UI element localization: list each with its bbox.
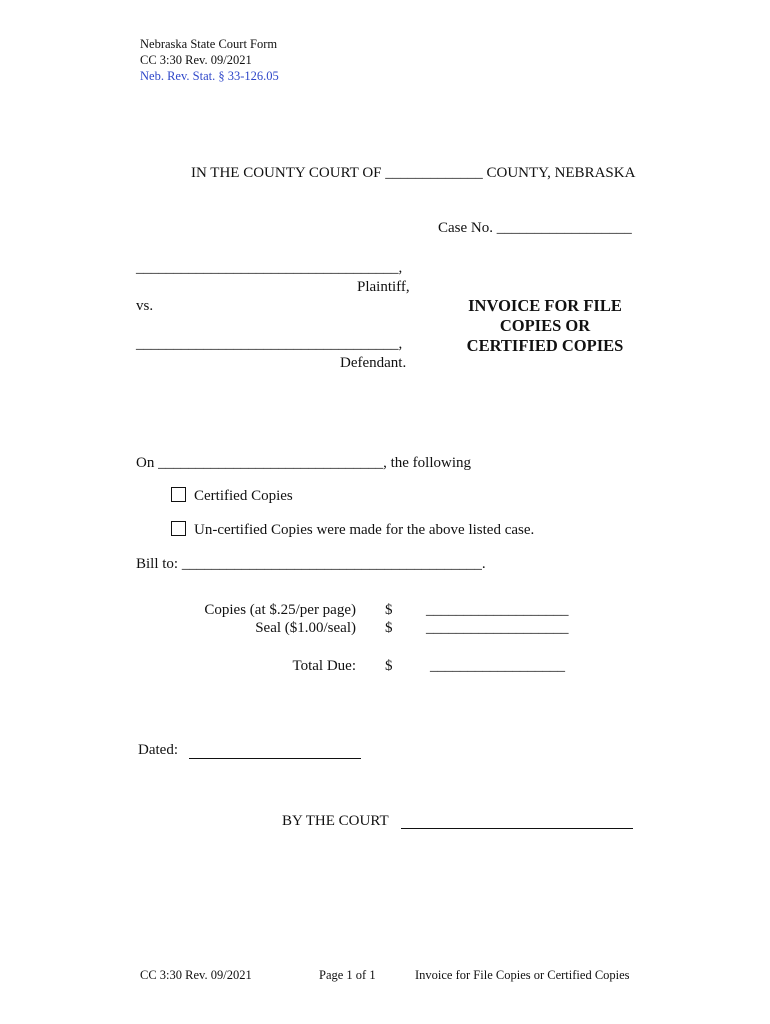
on-date-field[interactable]: ______________________________ (158, 455, 384, 471)
on-label: On (136, 455, 155, 471)
form-code: CC 3:30 Rev. 09/2021 (140, 53, 252, 67)
total-due-label: Total Due: (292, 658, 356, 674)
bill-to-line (136, 556, 486, 573)
uncertified-copies-checkbox[interactable] (171, 521, 186, 536)
case-no-label: Case No. (438, 220, 493, 236)
document-title (440, 296, 650, 356)
bill-to-field[interactable]: ________________________________________. (181, 556, 486, 572)
by-the-court-label: BY THE COURT (282, 813, 389, 829)
defendant-field[interactable]: ___________________________________, (136, 336, 403, 352)
title-line-3: CERTIFIED COPIES (466, 336, 624, 355)
title-line-2: COPIES OR (499, 316, 591, 335)
court-line-end: COUNTY, NEBRASKA (486, 165, 636, 181)
copies-currency: $ (385, 602, 393, 618)
dated-signature-line[interactable] (189, 758, 361, 759)
dated-label: Dated: (138, 742, 178, 758)
court-line-start: IN THE COUNTY COURT OF (191, 165, 382, 181)
case-no-field[interactable]: __________________ (496, 220, 632, 236)
court-caption (191, 165, 635, 182)
copies-amount-field[interactable]: ___________________ (426, 602, 569, 618)
court-signature-line[interactable] (401, 828, 633, 829)
on-date-line (136, 455, 471, 472)
seal-label: Seal ($1.00/seal) (255, 620, 356, 636)
statute-link[interactable]: Neb. Rev. Stat. § 33-126.05 (140, 69, 279, 83)
form-name: Nebraska State Court Form (140, 37, 278, 51)
total-currency: $ (385, 658, 393, 674)
title-line-1: INVOICE FOR FILE (468, 296, 622, 315)
footer-form-code: CC 3:30 Rev. 09/2021 (140, 968, 252, 982)
plaintiff-field[interactable]: ___________________________________, (136, 260, 403, 276)
certified-copies-label: Certified Copies (194, 488, 293, 504)
copies-label: Copies (at $.25/per page) (204, 602, 356, 618)
county-field[interactable]: _____________ (385, 165, 483, 181)
plaintiff-label: Plaintiff, (357, 279, 410, 295)
vs-label: vs. (136, 298, 154, 314)
total-amount-field[interactable]: __________________ (430, 658, 565, 674)
case-number (438, 220, 632, 237)
certified-copies-checkbox[interactable] (171, 487, 186, 502)
footer-title: Invoice for File Copies or Certified Copies (415, 968, 630, 982)
uncertified-copies-label: Un-certified Copies were made for the above listed case. (194, 522, 535, 538)
bill-to-label: Bill to: (136, 556, 179, 572)
defendant-label: Defendant. (340, 355, 407, 371)
seal-amount-field[interactable]: ___________________ (426, 620, 569, 636)
seal-currency: $ (385, 620, 393, 636)
on-following-text: , the following (383, 455, 471, 471)
footer-page-number: Page 1 of 1 (319, 968, 376, 982)
